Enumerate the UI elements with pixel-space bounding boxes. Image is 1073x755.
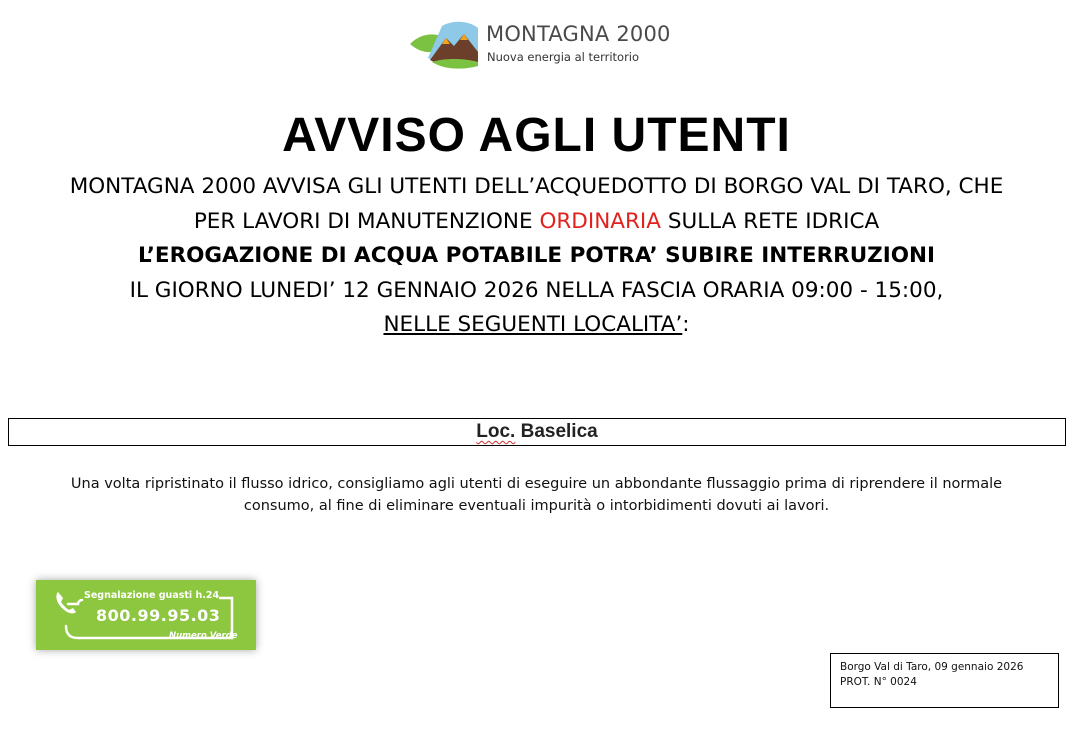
notice-line-1: MONTAGNA 2000 AVVISA GLI UTENTI DELL’ACQUEDOTTO DI BORGO VAL DI TARO, CHE [69,174,1004,199]
notice-line-2-end: SULLA RETE IDRICA [660,208,880,234]
location-box [8,418,1066,446]
location-prefix: Loc. [476,421,516,442]
company-tagline: Nuova energia al territorio [487,50,640,64]
protocol-number: PROT. N° 0024 [840,676,917,688]
hotline-sublabel: Numero Verde [169,631,238,641]
notice-line-2-start: PER LAVORI DI MANUTENZIONE [193,208,540,234]
mountain-leaf-logo-icon [408,18,480,70]
localities-colon: : [682,312,690,337]
notice-line-5 [0,308,1073,343]
company-logo [408,18,678,70]
location-name: Baselica [515,421,598,442]
highlight-ordinaria: ORDINARIA [539,208,661,234]
hotline-banner [36,580,256,650]
hotline-label: Segnalazione guasti h.24 [84,590,220,601]
page-title: AVVISO AGLI UTENTI [282,109,791,162]
notice-line-4: IL GIORNO LUNEDI’ 12 GENNAIO 2026 NELLA FASCIA ORARIA 09:00 - 15:00, [129,277,944,303]
advice-text: Una volta ripristinato il flusso idrico, consigliamo agli utenti di eseguire un abbondante flussaggio prima di riprendere il normale consumo, al fine di eliminare eventuali impurità o intorbidimenti dovuti ai lavori. [70,476,1003,514]
notice-line-3: L’EROGAZIONE DI ACQUA POTABILE POTRA’ SUBIRE INTERRUZIONI [137,243,936,268]
localities-heading: NELLE SEGUENTI LOCALITA’ [383,312,683,337]
date-protocol-box [830,653,1059,708]
notice-line-2 [0,205,1073,240]
place-date: Borgo Val di Taro, 09 gennaio 2026 [840,661,1024,673]
hotline-number: 800.99.95.03 [96,606,221,625]
company-name: MONTAGNA 2000 [486,22,671,46]
notice-body [0,170,1073,343]
